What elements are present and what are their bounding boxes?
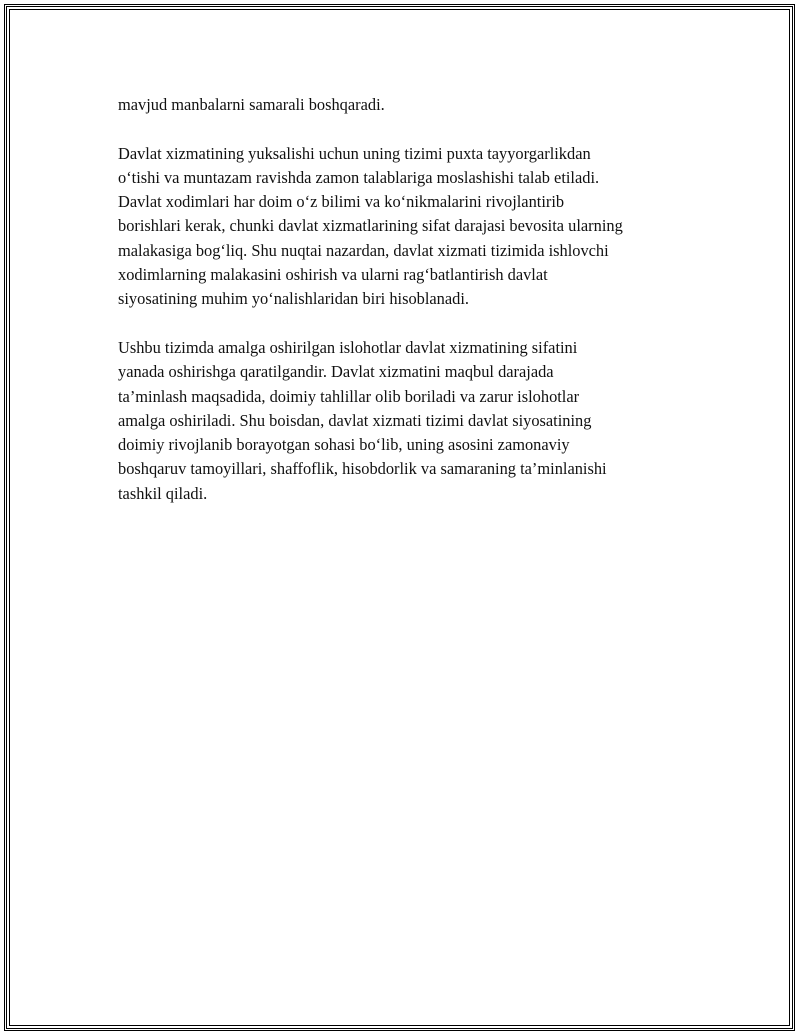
paragraph-line: xodimlarning malakasini oshirish va ularni rag‘batlantirish davlat	[118, 265, 548, 285]
paragraph-line: malakasiga bog‘liq. Shu nuqtai nazardan, davlat xizmati tizimida ishlovchi	[118, 240, 609, 260]
paragraph-line: boshqaruv tamoyillari, shaffoflik, hisobdorlik va samaraning ta’minlanishi	[118, 459, 607, 479]
paragraph-1	[118, 93, 698, 117]
paragraph-line: siyosatining muhim yo‘nalishlaridan biri hisoblanadi.	[118, 289, 469, 309]
paragraph-line: mavjud manbalarni samarali boshqaradi.	[118, 95, 385, 114]
paragraph-3	[118, 336, 698, 506]
paragraph-line: doimiy rivojlanib borayotgan sohasi bo‘lib, uning asosini zamonaviy	[118, 435, 570, 455]
document-body	[118, 93, 698, 530]
paragraph-line: o‘tishi va muntazam ravishda zamon talablariga moslashishi talab etiladi.	[118, 167, 600, 187]
paragraph-line: yanada oshirishga qaratilgandir. Davlat xizmatini maqbul darajada	[118, 362, 554, 382]
paragraph-line: ta’minlash maqsadida, doimiy tahlillar olib boriladi va zarur islohotlar	[118, 386, 580, 406]
paragraph-line: Ushbu tizimda amalga oshirilgan islohotlar davlat xizmatining sifatini	[118, 337, 578, 357]
paragraph-line: borishlari kerak, chunki davlat xizmatlarining sifat darajasi bevosita ularning	[118, 216, 623, 236]
paragraph-line: amalga oshiriladi. Shu boisdan, davlat xizmati tizimi davlat siyosatining	[118, 410, 592, 430]
paragraph-line: tashkil qiladi.	[118, 483, 208, 503]
paragraph-2	[118, 142, 698, 312]
paragraph-line: Davlat xizmatining yuksalishi uchun uning tizimi puxta tayyorgarlikdan	[118, 143, 591, 163]
paragraph-line: Davlat xodimlari har doim o‘z bilimi va ko‘nikmalarini rivojlantirib	[118, 192, 565, 212]
